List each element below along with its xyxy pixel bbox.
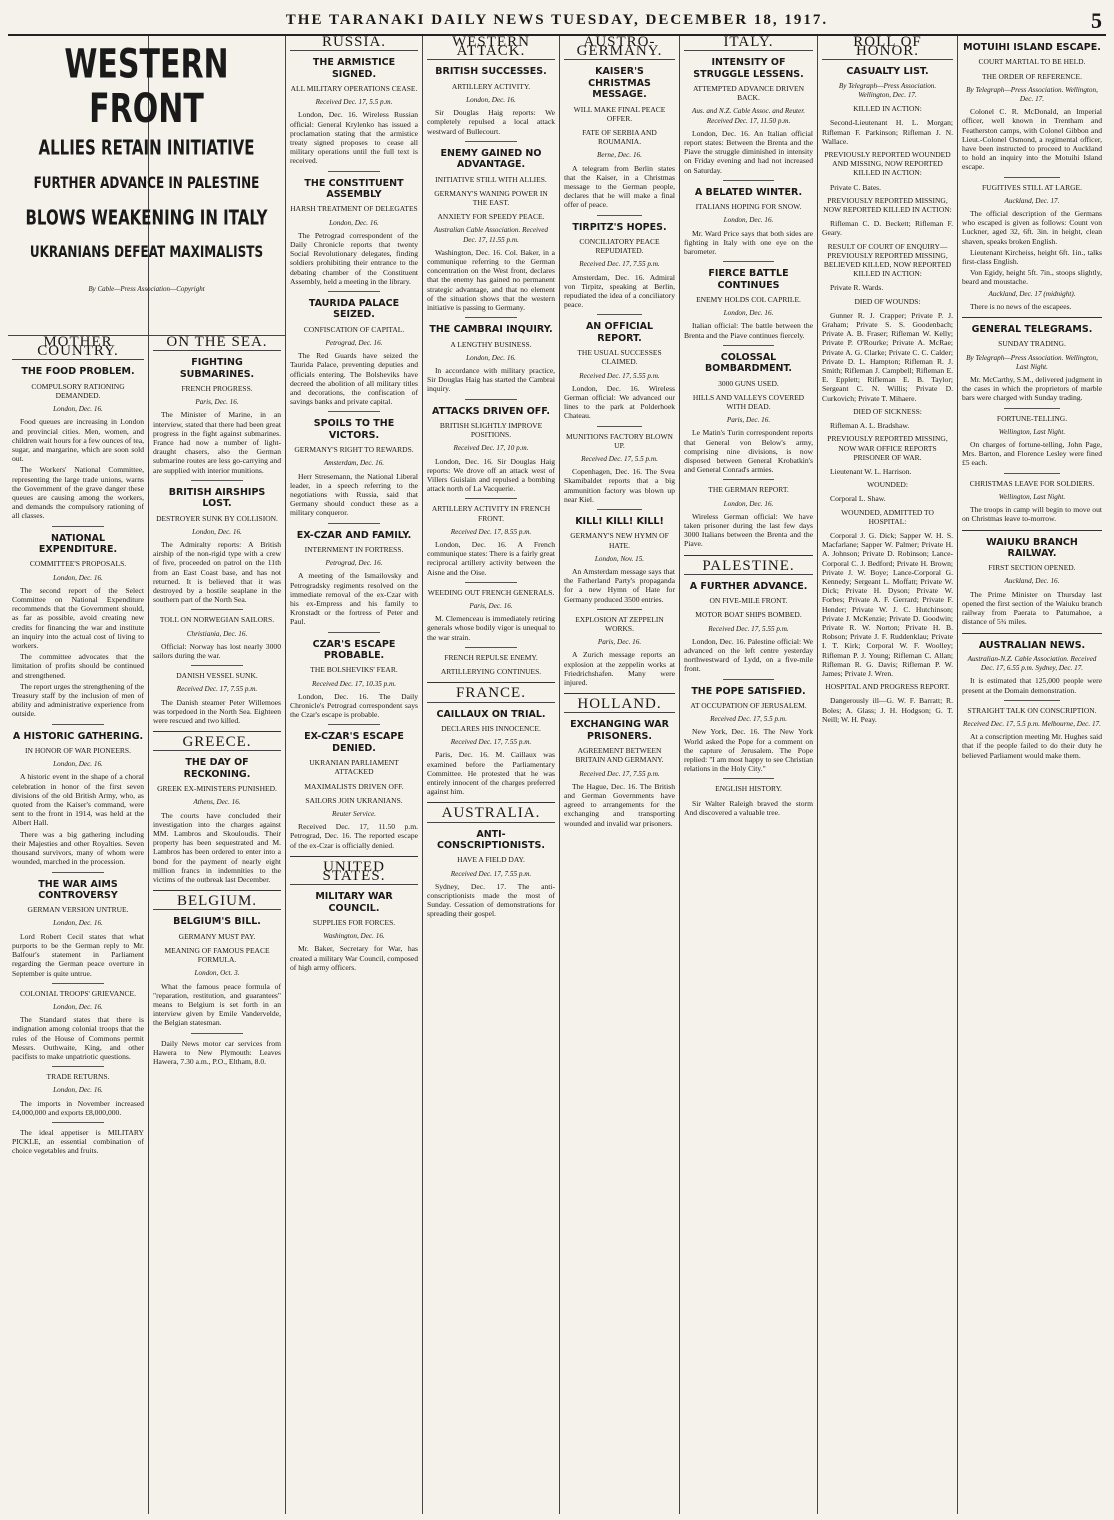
subheading: FORTUNE-TELLING.	[996, 413, 1068, 423]
headline: KAISER'S CHRISTMAS MESSAGE.	[588, 66, 651, 101]
paragraph: The report urges the strengthening of the Treasury staff by the inclusion of men of ability and administrative experience from outside.	[12, 681, 144, 719]
dateline: London, Dec. 16.	[53, 405, 103, 414]
subheading: KILLED IN ACTION:	[853, 104, 922, 114]
dateline: Aus. and N.Z. Cable Assoc. and Reuter. Received Dec. 17, 11.50 p.m.	[691, 107, 806, 125]
paragraph: At a conscription meeting Mr. Hughes said that if the people failed to do their duty he believed Parliament would make them.	[962, 732, 1102, 760]
subheading: SUPPLIES FOR FORCES.	[312, 918, 396, 928]
dateline: Received Dec. 17, 10 p.m.	[453, 444, 529, 453]
subheading: CONCILIATORY PEACE REPUDIATED.	[579, 237, 660, 256]
paragraph: Rifleman C. D. Beckett; Rifleman F. Geary.	[822, 219, 953, 238]
subheading: PREVIOUSLY REPORTED WOUNDED AND MISSING, NOW REPORTED KILLED IN ACTION:	[824, 150, 951, 178]
column-motuihi-escape	[958, 36, 1106, 1514]
dateline: London, Dec. 16.	[466, 96, 516, 104]
dateline: Petrograd, Dec. 16.	[325, 559, 383, 568]
dateline: Paris, Dec. 16.	[469, 602, 513, 611]
subheading: WOUNDED:	[867, 480, 908, 490]
subheading: ANXIETY FOR SPEEDY PEACE.	[437, 212, 545, 222]
subheading: ARTILLERY ACTIVITY.	[451, 81, 531, 91]
dateline: Received Dec. 17, 5.55 p.m.	[708, 624, 789, 633]
headline: TAURIDA PALACE SEIZED.	[308, 298, 400, 321]
dateline: Auckland, Dec. 17.	[1004, 196, 1060, 205]
section-belgium: BELGIUM.	[153, 897, 281, 910]
subheading: ARTILLERYING CONTINUES.	[440, 667, 542, 677]
subheading: MOTOR BOAT SHIPS BOMBED.	[695, 610, 802, 620]
headline: MOTUIHI ISLAND ESCAPE.	[963, 42, 1101, 53]
paragraph: The second report of the Select Committee on National Expenditure recommends that the Government should, as far as possible, avoid creating new credits for financing the war and institute an inquiry into the actual cost of living to workers.	[12, 585, 144, 651]
front-credit: By Cable—Press Association—Copyright	[88, 285, 205, 294]
subheading: ENEMY HOLDS COL CAPRILE.	[696, 295, 801, 304]
dateline: London, Dec. 16.	[53, 1002, 103, 1011]
advertisement: Sir Walter Raleigh braved the storm And discovered a valuable tree.	[684, 798, 813, 817]
paragraph: Corporal L. Shaw.	[830, 494, 886, 504]
headline: EX-CZAR AND FAMILY.	[296, 529, 412, 541]
section-holland: HOLLAND.	[564, 700, 675, 713]
paragraph: The Danish steamer Peter Willemoes was torpedoed in the North Sea. Eighteen were rescued and two killed.	[153, 697, 281, 726]
subheading: PREVIOUSLY REPORTED MISSING, NOW WAR OFFICE REPORTS PRISONER OF WAR.	[827, 434, 948, 462]
section-united-states: UNITED STATES.	[290, 863, 418, 885]
subheading: DESTROYER SUNK BY COLLISION.	[156, 513, 278, 523]
section-palestine: PALESTINE.	[684, 562, 813, 575]
headline: BELGIUM'S BILL.	[173, 916, 261, 928]
dateline: London, Dec. 16.	[723, 499, 774, 508]
column-austro-germany	[560, 36, 680, 1514]
headline: CZAR'S ESCAPE PROBABLE.	[312, 638, 396, 662]
paragraph: The Prime Minister on Thursday last opened the first section of the Waiuku branch railway from Paerata to Patumahoe, a distance of 5¾ miles.	[962, 589, 1102, 627]
dateline: Wellington, Last Night.	[998, 492, 1066, 501]
headline-allies: ALLIES RETAIN INITIATIVE	[38, 135, 255, 161]
subheading: INTERNMENT IN FORTRESS.	[304, 545, 404, 555]
section-austro-germany: AUSTRO-GERMANY.	[564, 38, 675, 60]
subheading: DIED OF SICKNESS:	[853, 406, 922, 416]
dateline: Received Dec. 17, 7.55 p.m.	[176, 685, 258, 694]
paragraph: The imports in November increased £4,000,000 and exports £8,000,000.	[12, 1098, 144, 1117]
paragraph: Paris, Dec. 16. M. Caillaux was examined before the Parliamentary Committee. He protested that he was entirely innocent of the charges preferred against him.	[427, 750, 555, 797]
subheading: BRITISH SLIGHTLY IMPROVE POSITIONS.	[439, 421, 543, 440]
subheading: ALL MILITARY OPERATIONS CEASE.	[290, 83, 418, 93]
headline: THE ARMISTICE SIGNED.	[312, 57, 396, 80]
dateline: London, Dec. 16.	[723, 309, 774, 318]
subheading: 3000 GUNS USED.	[718, 378, 779, 388]
columns	[8, 36, 1106, 1514]
masthead	[8, 6, 1106, 36]
subheading: GREEK EX-MINISTERS PUNISHED.	[157, 784, 277, 794]
paragraph: M. Clemenceau is immediately retiring generals whose bodily vigor is unequal to the war strain.	[427, 614, 555, 642]
headline-ukranians: UKRANIANS DEFEAT MAXIMALISTS	[29, 242, 264, 262]
headline: MILITARY WAR COUNCIL.	[315, 891, 393, 914]
dateline: Paris, Dec. 16.	[195, 398, 239, 407]
paragraph: The Minister of Marine, in an interview, stated that there had been great progress in the fight against submarines. France had now a number of light-draught chasers, also the German submarine routes are less go-carrying and are supplied with interior munitions.	[153, 410, 281, 475]
subheading: COLONIAL TROOPS' GRIEVANCE.	[19, 988, 136, 998]
dateline: Received Dec. 17, 5.5 p.m. Melbourne, Dec. 17.	[963, 719, 1101, 728]
dateline: Received Dec. 17, 10.35 p.m.	[311, 679, 397, 688]
dateline: London, Dec. 16.	[53, 919, 103, 928]
headline: A BELATED WINTER.	[694, 186, 803, 198]
dateline: London, Dec. 16.	[723, 216, 774, 225]
dateline: Received Dec. 17, 7.55 p.m.	[450, 738, 532, 747]
front-headlines	[8, 36, 286, 336]
subheading: GERMAN VERSION UNTRUE.	[27, 905, 129, 915]
paragraph: In accordance with military practice, Sir Douglas Haig has started the Cambrai inquiry.	[427, 366, 555, 394]
section-russia: RUSSIA.	[290, 38, 418, 51]
headline: THE FOOD PROBLEM.	[21, 366, 135, 378]
dateline: Received Dec. 17, 7.55 p.m.	[579, 769, 660, 778]
paragraph: The courts have concluded their investigation into the charges against MM. Lambros and Skouloudis. Their property has been sequestrated and M. Lambros has been ordered to enter into a bond for the payment of nearly eight million francs in indemnities to the victims of the outbreak last December.	[153, 810, 281, 885]
paragraph: Sir Douglas Haig reports: We completely repulsed a local attack westward of Bullecourt.	[427, 108, 555, 136]
paragraph: London, Dec. 16. Wireless German official: We advanced our lines to the park at Polderhoek Chateau.	[564, 383, 675, 421]
headline: CAILLAUX ON TRIAL.	[436, 708, 546, 720]
paragraph: Dangerously ill—G. W. F. Barratt; R. Boles; A. Glass; J. H. Hodgson; G. T. Neill; W. H. Peay.	[822, 696, 953, 724]
advertisement: Daily News motor car services from Hawera to New Plymouth: Leaves Hawera, 7.30 a.m., P.O., Eltham, 8.0.	[153, 1038, 281, 1067]
subheading: FUGITIVES STILL AT LARGE.	[982, 182, 1082, 192]
dateline: Berne, Dec. 16.	[597, 151, 642, 160]
subheading: COMMITTEE'S PROPOSALS.	[29, 559, 127, 569]
paragraph: Amsterdam, Dec. 16. Admiral von Tirpitz, speaking at Berlin, repudiated the idea of a conciliatory peace.	[564, 272, 675, 310]
paragraph: A meeting of the Ismailovsky and Petrogradsky regiments resolved on the immediate removal of the ex-Czar with his ex-Empress and his family to Kronstadt or the fortress of Peter and Paul.	[290, 571, 418, 627]
headline: KILL! KILL! KILL!	[575, 516, 664, 528]
paragraph: The Hague, Dec. 16. The British and German Governments have agreed to arrangements for the exchanging and transporting wounded and invalid war prisoners.	[564, 781, 675, 828]
paragraph: Lieutenant Kircheiss, height 6ft. 1in., talks first-class English.	[962, 247, 1102, 267]
paragraph: A telegram from Berlin states that the Kaiser, in a Christmas message to the German people, declares that he will make a final offer of peace.	[564, 163, 675, 210]
headline: THE WAR AIMS CONTROVERSY	[38, 878, 118, 901]
paragraph: On charges of fortune-telling, John Page, Mrs. Barton, and Florence Lesley were fined £5 each.	[962, 440, 1102, 468]
dateline: Wellington, Last Night.	[998, 427, 1066, 436]
paragraph: Private R. Wards.	[830, 283, 884, 293]
paragraph: The Workers' National Committee, representing the large trade unions, warns the Government of the grave danger these queues are causing among the workers, and demands the compulsory rationing of all classes.	[12, 465, 144, 521]
subheading: HAVE A FIELD DAY.	[457, 855, 525, 865]
headline: BRITISH AIRSHIPS LOST.	[168, 486, 266, 510]
dateline: Washington, Dec. 16.	[323, 932, 385, 941]
paragraph: What the famous peace formula of "reparation, restitution, and guarantees" means to Belgium is set forth in an interview given by Emile Vandervelde, the Belgian statesman.	[153, 981, 281, 1028]
subheading: THE BOLSHEVIKS' FEAR.	[310, 665, 398, 675]
dateline: By Telegraph—Press Association. Wellington, Dec. 17.	[966, 85, 1098, 103]
paragraph: The Petrograd correspondent of the Daily Chronicle reports that twenty Social Revolutionary delegates, finding soldiers prohibiting their entrance to the debating chamber of the Constituent Assembly, held a meeting in the library.	[290, 230, 418, 286]
subheading: COMPULSORY RATIONING DEMANDED.	[31, 381, 125, 400]
paragraph: Mr. McCarthy, S.M., delivered judgment in the cases in which the proprietors of marble bars were charged with Sunday trading.	[962, 375, 1102, 403]
column-russia	[286, 36, 423, 1514]
headline: THE DAY OF RECKONING.	[183, 757, 251, 780]
headline: A FURTHER ADVANCE.	[689, 580, 808, 592]
subheading: COURT MARTIAL TO BE HELD.	[978, 57, 1086, 67]
headline: SPOILS TO THE VICTORS.	[313, 418, 395, 441]
headline: NATIONAL EXPENDITURE.	[38, 532, 118, 556]
dateline: Amsterdam, Dec. 16.	[323, 459, 385, 468]
dateline: Received Dec. 17, 7.55 p.m.	[450, 869, 532, 878]
dateline: Received Dec. 17, 7.55 p.m.	[579, 260, 660, 269]
dateline: Received Dec. 17, 5.5 p.m.	[710, 715, 787, 724]
subheading: ON FIVE-MILE FRONT.	[709, 596, 788, 606]
subheading: GERMANY'S NEW HYMN OF HATE.	[570, 531, 669, 550]
paragraph: The Standard states that there is indignation among colonial troops that the rules of the House of Commons permit Messrs. Outhwaite, King, and other pacifists to make unpatriotic questions.	[12, 1015, 144, 1061]
subheading: THE USUAL SUCCESSES CLAIMED.	[577, 348, 662, 367]
headline: INTENSITY OF STRUGGLE LESSENS.	[693, 57, 804, 80]
subheading: DECLARES HIS INNOCENCE.	[441, 723, 541, 733]
paragraph: London, Dec. 16. The Daily Chronicle's Petrograd correspondent says the Czar's escape is probable.	[290, 691, 418, 720]
headline: ATTACKS DRIVEN OFF.	[432, 405, 550, 417]
section-roll-of-honor: ROLL OF HONOR.	[822, 38, 953, 60]
paragraph: A Zurich message reports an explosion at the zeppelin works at Friedrichshafen. Many were injured.	[564, 650, 675, 688]
headline: THE CONSTITUENT ASSEMBLY	[304, 177, 404, 200]
headline: A HISTORIC GATHERING.	[12, 730, 144, 742]
dateline: Received Dec. 17, 8.55 p.m.	[450, 527, 532, 536]
subheading: MEANING OF FAMOUS PEACE FORMULA.	[164, 946, 270, 965]
subheading: ATTEMPTED ADVANCE DRIVEN BACK.	[692, 83, 805, 103]
section-mother-country: MOTHER COUNTRY.	[12, 338, 144, 360]
dateline: Auckland, Dec. 16.	[1004, 577, 1060, 586]
dateline: Athens, Dec. 16.	[193, 798, 241, 807]
subheading: THE ORDER OF REFERENCE.	[981, 71, 1082, 81]
subheading: DIED OF WOUNDS:	[854, 296, 921, 306]
paragraph: Gunner R. J. Crapper; Private P. J. Graham; Private S. S. Goodenbach; Private A. B. Fraser; Rifleman W. Kelly; Private P. O'Rourke; Private A. McRae; Private A. G. Clarke; Private C. C. Calder; Private D. L. Hampton; Rifleman R. J. Smith; Rifleman J. Campbell; Rifleman E. E. Epplett; Rifleman E. B. Taylor; Sergeant C. N. Willis; Private D. Curkovich; Private T. Mihaere.	[822, 310, 953, 403]
section-western-attack: WESTERN ATTACK.	[427, 38, 555, 60]
paragraph: Received Dec. 17, 11.50 p.m. Petrograd, Dec. 16. The reported escape of the ex-Czar is officially denied.	[290, 822, 418, 850]
paragraph: The committee advocates that the limitation of profits should be continued and strengthened.	[12, 652, 144, 680]
paragraph: Rifleman A. L. Bradshaw.	[830, 421, 910, 431]
headline: TIRPITZ'S HOPES.	[572, 221, 667, 233]
subheading: HOSPITAL AND PROGRESS REPORT.	[825, 682, 950, 692]
paragraph: Copenhagen, Dec. 16. The Svea Skamibaldet reports that a big ammunition factory was blown up near Kiel.	[564, 467, 675, 504]
paragraph: The official description of the Germans who escaped is given as follows: Count von Luckner, aged 32, 6ft. 3in. in height, clean shaven, speaks broken English.	[962, 209, 1102, 246]
headline-palestine: FURTHER ADVANCE IN PALESTINE	[33, 172, 260, 192]
paragraph: Corporal J. G. Dick; Sapper W. H. S. Macfarlane; Sapper W. Palmer; Private H. A. Johnson; Private D. Robinson; Lance-Corporal C. J. Bedford; Private H. Brown; Private J. W. Boye; Lance-Corporal G. Kennedy; Sergeant L. Moffatt; Private W. Dick; Private H. Dyson; Private W. Forbes; Private A. F. Gerrard; Private F. Hender; Private W. J. C. Hutchinson; Private J. McKenzie; Private D. Goodwin; Private R. W. Norton; Private H. B. Robson; Private J. F. Ruddenklau; Private I. T. Kirk; Corporal W. F. Woolley; Rifleman P. J. Young; Rifleman C. Allan; Rifleman R. G. Davis; Rifleman P. W. James; Private J. Wren.	[822, 530, 953, 678]
subheading: CONFISCATION OF CAPITAL.	[303, 324, 405, 334]
dateline: London, Dec. 16.	[53, 573, 103, 582]
subheading: SAILORS JOIN UKRANIANS.	[305, 795, 403, 805]
paragraph: Official: Norway has lost nearly 3000 sailors during the war.	[153, 641, 281, 661]
masthead-title: THE TARANAKI DAILY NEWS TUESDAY, DECEMBER 18, 1917.	[285, 12, 829, 28]
dateline: Received Dec. 17, 5.55 p.m.	[579, 371, 660, 380]
dateline: Christiania, Dec. 16.	[186, 629, 248, 638]
subheading: MAXIMALISTS DRIVEN OFF.	[304, 781, 404, 791]
subheading: THE GERMAN REPORT.	[708, 485, 789, 495]
dateline: Paris, Dec. 16.	[726, 416, 771, 425]
subheading: ENGLISH HISTORY.	[715, 784, 782, 794]
dateline: By Telegraph—Press Association. Wellington, Last Night.	[966, 353, 1098, 371]
headline: WAIUKU BRANCH RAILWAY.	[986, 536, 1078, 559]
dateline: Australian Cable Association. Received Dec. 17, 11.55 p.m.	[433, 226, 549, 244]
dateline: Auckland, Dec. 17 (midnight).	[988, 289, 1076, 298]
dateline: London, Dec. 16.	[53, 760, 103, 769]
paragraph: There is no news of the escapees.	[970, 301, 1072, 311]
subheading: AGREEMENT BETWEEN BRITAIN AND GERMANY.	[575, 746, 664, 765]
paragraph: Colonel C. R. McDonald, an Imperial officer, well known in Trentham and Featherston camps, with Colonel Gibbon and Lieut.-Colonel Osmond, a regimental officer, have been instructed to proceed to Auckland to hold an inquiry into the Motuihi Island escape.	[962, 107, 1102, 172]
subheading: WEEDING OUT FRENCH GENERALS.	[427, 587, 555, 597]
column-italy	[680, 36, 818, 1514]
dateline: London, Dec. 16.	[329, 218, 379, 227]
dateline: Australian-N.Z. Cable Association. Received Dec. 17, 6.55 p.m. Sydney, Dec. 17.	[967, 654, 1097, 673]
subheading: ARTILLERY ACTIVITY IN FRENCH FRONT.	[431, 504, 551, 523]
subheading: MUNITIONS FACTORY BLOWN UP.	[566, 431, 673, 450]
page-number: 5	[1091, 8, 1102, 33]
headline: COLOSSAL BOMBARDMENT.	[704, 351, 793, 375]
subheading: A LENGTHY BUSINESS.	[450, 339, 532, 349]
paragraph: Italian official: The battle between the Brenta and the Piave continues fiercely.	[684, 321, 813, 340]
subheading: DANISH VESSEL SUNK.	[176, 671, 258, 681]
subheading: FRENCH PROGRESS.	[181, 383, 253, 393]
dateline: London, Dec. 16.	[53, 1086, 103, 1095]
subheading: HILLS AND VALLEYS COVERED WITH DEAD.	[692, 392, 805, 411]
headline-italy: BLOWS WEAKENING IN ITALY	[25, 205, 268, 230]
advertisement: The ideal appetiser is MILITARY PICKLE, an essential combination of choice vegetables and fruits.	[12, 1127, 144, 1156]
paragraph: Private C. Bates.	[830, 182, 882, 192]
subheading: UKRANIAN PARLIAMENT ATTACKED	[309, 758, 399, 777]
headline: FIERCE BATTLE CONTINUES	[708, 268, 789, 291]
paragraph: Sydney, Dec. 17. The anti-conscriptionists made the most of Sunday. Cessation of demonstrations for spreading their gospel.	[427, 881, 555, 919]
headline: ENEMY GAINED NO ADVANTAGE.	[440, 147, 542, 171]
paragraph: Wireless German official: We have taken prisoner during the last few days 3000 Italians between the Brenta and the Piave.	[684, 511, 813, 549]
section-italy: ITALY.	[684, 38, 813, 51]
paragraph: London, Dec. 16. Sir Douglas Haig reports: We drove off an attack west of Villers Guislain and repulsed a bombing attack north of La Vacquerie.	[427, 456, 555, 494]
subheading: TRADE RETURNS.	[46, 1072, 110, 1082]
subheading: ITALIANS HOPING FOR SNOW.	[695, 202, 802, 212]
subheading: WOUNDED, ADMITTED TO HOSPITAL:	[841, 507, 934, 526]
dateline: London, Oct. 3.	[194, 969, 240, 978]
paragraph: It is estimated that 125,000 people were present at the Domain demonstration.	[962, 676, 1102, 695]
subheading: TOLL ON NORWEGIAN SAILORS.	[159, 615, 275, 625]
dateline: Reuter Service.	[332, 810, 376, 819]
dateline: Received Dec. 17, 5.5 p.m.	[315, 98, 393, 107]
subheading: RESULT OF COURT OF ENQUIRY—PREVIOUSLY REPORTED MISSING, BELIEVED KILLED, NOW REPORTED KILLED IN ACTION:	[823, 241, 952, 279]
paragraph: London, Dec. 16. Wireless Russian official: General Krylenko has issued a proclamation stating that the armistice treaty signed proposes to cease all military operations until the full text is received.	[290, 110, 418, 166]
headline: THE POPE SATISFIED.	[691, 685, 806, 697]
dateline: London, Nov. 15.	[594, 554, 645, 563]
headline: AN OFFICIAL REPORT.	[585, 321, 654, 344]
headline: BRITISH SUCCESSES.	[435, 66, 547, 78]
paragraph: The Red Guards have seized the Taurida Palace, preventing deputies and officials entering. The Bolsheviks have decreed the abolition of all military titles and decorations, the confiscation of savings banks and private capital.	[290, 351, 418, 407]
headline: EXCHANGING WAR PRISONERS.	[570, 719, 669, 742]
subheading: HARSH TREATMENT OF DELEGATES	[290, 204, 418, 214]
headline: CASUALTY LIST.	[846, 66, 929, 78]
paragraph: Le Matin's Turin correspondent reports that General von Below's army, comprising nine divisions, is now disposed between General Krobatkin's and General Conrad's armies.	[684, 428, 813, 475]
section-australia: AUSTRALIA.	[427, 809, 555, 822]
subheading: PREVIOUSLY REPORTED MISSING, NOW REPORTED KILLED IN ACTION:	[823, 195, 952, 215]
subheading: GERMANY MUST PAY.	[178, 931, 256, 941]
paragraph: London, Dec. 16. A French communique states: There is a fairly great reciprocal artillery activity between the Aisne and the Oise.	[427, 540, 555, 577]
headline-western-front: WESTERN FRONT	[64, 41, 229, 133]
section-greece: GREECE.	[153, 738, 281, 751]
paragraph: A historic event in the shape of a choral celebration in honor of the first seven divisions of the old British Army, who, as quoted from the Kaiser's command, were sent to the front in 1914, was held at the Albert Hall.	[12, 772, 144, 828]
section-france: FRANCE.	[427, 689, 555, 702]
paragraph: London, Dec. 16. Palestine official: We advanced on the left centre yesterday northwestward of Lydd, on a five-mile front.	[684, 636, 813, 674]
subheading: GERMANY'S WANING POWER IN THE EAST.	[434, 188, 548, 207]
section-on-the-sea: ON THE SEA.	[153, 338, 281, 351]
subheading: GERMANY'S RIGHT TO REWARDS.	[294, 445, 414, 455]
dateline: Paris, Dec. 16.	[597, 638, 642, 647]
paragraph: The Admiralty reports: A British airship of the non-rigid type with a crew of five, proceeded on patrol on the 11th from an East Coast base, and has not returned. It is believed that it was destroyed by a hostile seaplane in the southern part of the North Sea.	[153, 540, 281, 605]
subheading: FRENCH REPULSE ENEMY.	[444, 652, 538, 662]
paragraph: Lieutenant W. L. Harrison.	[830, 466, 912, 476]
headline: FIGHTING SUBMARINES.	[179, 357, 255, 380]
paragraph: Herr Stresemann, the National Liberal leader, in a speech referring to the negotiations with Russia, said that Germany should conduct these as a military conqueror.	[290, 471, 418, 518]
headline: AUSTRALIAN NEWS.	[978, 639, 1086, 651]
headline: GENERAL TELEGRAMS.	[971, 324, 1093, 336]
subheading: STRAIGHT TALK ON CONSCRIPTION.	[967, 705, 1097, 715]
dateline: London, Dec. 16.	[192, 527, 242, 536]
subheading: WILL MAKE FINAL PEACE OFFER.	[573, 104, 666, 123]
subheading: FIRST SECTION OPENED.	[988, 563, 1076, 573]
paragraph: New York, Dec. 16. The New York World asked the Pope for a comment on the capture of Jerusalem. The Pope replied: "I am most happy to see Christian relations in the Holy City."	[684, 727, 813, 774]
paragraph: Washington, Dec. 16. Col. Baker, in a communique referring to the German concentration on the West front, declares that the enemy has gained no permanent strategic advantage, and that no element of the situation shows that the western initiative is passing to Germany.	[427, 247, 555, 313]
column-western-attack	[423, 36, 560, 1514]
dateline: London, Dec. 16.	[466, 353, 516, 362]
subheading: SUNDAY TRADING.	[998, 339, 1066, 349]
dateline: Received Dec. 17, 5.5 p.m.	[581, 455, 658, 464]
subheading: INITIATIVE STILL WITH ALLIES.	[435, 174, 547, 184]
paragraph: The troops in camp will begin to move out on Christmas leave to-morrow.	[962, 505, 1102, 524]
subheading: FATE OF SERBIA AND ROUMANIA.	[582, 127, 657, 147]
paragraph: Food queues are increasing in London and provincial cities. Men, women, and children wait hours for a few ounces of tea, sugar, and margarine, which are soon sold out.	[12, 417, 144, 464]
headline: THE CAMBRAI INQUIRY.	[429, 324, 553, 336]
paragraph: There was a big gathering including their Majesties and other Royalties. Seven thousand survivors, many of whom were wounded, marched in the procession.	[12, 829, 144, 867]
paragraph: Mr. Baker, Secretary for War, has created a military War Council, composed of high army officers.	[290, 944, 418, 972]
column-roll-of-honor	[818, 36, 958, 1514]
paragraph: Lord Robert Cecil states that what purports to be the German reply to Mr. Balfour's statement in Parliament regarding the German peace overture in September is quite untrue.	[12, 931, 144, 978]
dateline: Petrograd, Dec. 16.	[325, 339, 383, 347]
paragraph: Mr. Ward Price says that both sides are fighting in Italy with one eye on the barometer.	[684, 228, 813, 257]
subheading: AT OCCUPATION OF JERUSALEM.	[690, 701, 807, 711]
paragraph: An Amsterdam message says that the Fatherland Party's propaganda for a new Hymn of Hate for Germany produced 3500 entries.	[564, 567, 675, 604]
headline: ANTI-CONSCRIPTIONISTS.	[437, 828, 545, 851]
paragraph: Second-Lieutenant H. L. Morgan; Rifleman F. Parkinson; Rifleman J. N. Wallace.	[822, 118, 953, 146]
dateline: By Telegraph—Press Association. Wellington, Dec. 17.	[838, 81, 937, 99]
subheading: EXPLOSION AT ZEPPELIN WORKS.	[575, 614, 664, 634]
subheading: IN HONOR OF WAR PIONEERS.	[25, 746, 131, 756]
subheading: CHRISTMAS LEAVE FOR SOLDIERS.	[969, 478, 1095, 488]
paragraph: London, Dec. 16. An Italian official report states: Between the Brenta and the Piave the struggle diminished in intensity on Friday evening and had not increased on Saturday.	[684, 128, 813, 175]
paragraph: Von Egidy, height 5ft. 7in., stoops slightly, beard and moustache.	[962, 268, 1102, 287]
headline: EX-CZAR'S ESCAPE DENIED.	[304, 731, 404, 754]
